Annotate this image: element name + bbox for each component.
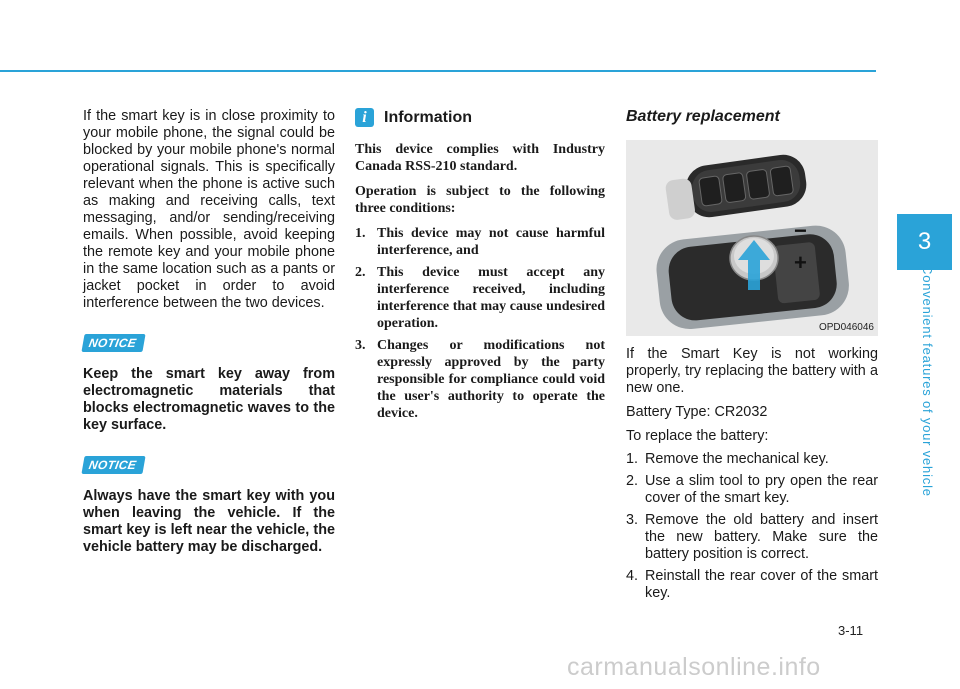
- header-rule: [0, 70, 876, 72]
- info-paragraph: This device complies with Industry Canada RSS-210 standard.: [355, 142, 605, 174]
- list-item: 1. Remove the mechanical key.: [626, 451, 829, 467]
- chapter-title: Convenient features of your vehicle: [920, 265, 935, 497]
- information-title: Information: [384, 108, 472, 126]
- information-header: [355, 108, 605, 127]
- chapter-tab: 3: [897, 214, 952, 270]
- info-paragraph: Operation is subject to the following three conditions:: [355, 184, 605, 216]
- section-title: Battery replacement: [626, 108, 780, 125]
- battery-type: Battery Type: CR2032: [626, 404, 768, 420]
- column-left: [83, 108, 335, 556]
- notice-label: NOTICE: [81, 334, 145, 352]
- battery-paragraph: If the Smart Key is not working properly, try replacing the battery with a new one.: [626, 346, 878, 396]
- replace-intro: To replace the battery:: [626, 428, 769, 444]
- info-icon: i: [355, 108, 374, 127]
- page-number: 3-11: [838, 623, 864, 638]
- plus-sign: +: [794, 250, 807, 275]
- list-item: 3. Remove the old battery and insert the new battery. Make sure the battery position is correct.: [626, 512, 878, 562]
- list-item: 2. This device must accept any interference received, including interference that may cause undesired operation.: [355, 265, 605, 331]
- column-right: [626, 108, 878, 607]
- list-item: 2. Use a slim tool to pry open the rear cover of the smart key.: [626, 473, 878, 506]
- notice-label: NOTICE: [81, 456, 145, 474]
- notice-text: Always have the smart key with you when leaving the vehicle. If the smart key is left near the vehicle, the vehicle battery may be discharged.: [83, 488, 335, 555]
- minus-sign: −: [794, 218, 807, 243]
- list-item: 3. Changes or modifications not expressly approved by the party responsible for compliance could void the user's authority to operate the device.: [355, 338, 605, 421]
- list-item: 1. This device may not cause harmful interference, and: [355, 226, 605, 258]
- steps-list: [626, 451, 878, 602]
- figure-code: OPD046046: [818, 322, 874, 333]
- notice-block-1: [83, 334, 335, 352]
- battery-figure: [626, 140, 878, 336]
- proximity-paragraph: If the smart key is in close proximity to your mobile phone, the signal could be blocked by your mobile phone's normal operational signals. This is specifically relevant when the phone is active such as making and receiving calls, text messaging, and/or sending/receiving emails. When possible, avoid keeping the remote key and your mobile phone in the same location such as a pants or jacket pocket in order to avoid interference between the two devices.: [83, 108, 335, 311]
- list-item: 4. Reinstall the rear cover of the smart key.: [626, 568, 878, 601]
- watermark: carmanualsonline.info: [567, 653, 821, 681]
- notice-text: Keep the smart key away from electromagnetic materials that blocks electromagnetic waves to the key surface.: [83, 366, 335, 433]
- conditions-list: [355, 225, 605, 422]
- notice-block-2: [83, 456, 335, 474]
- smart-key-illustration: [626, 140, 878, 336]
- column-middle: [355, 108, 605, 427]
